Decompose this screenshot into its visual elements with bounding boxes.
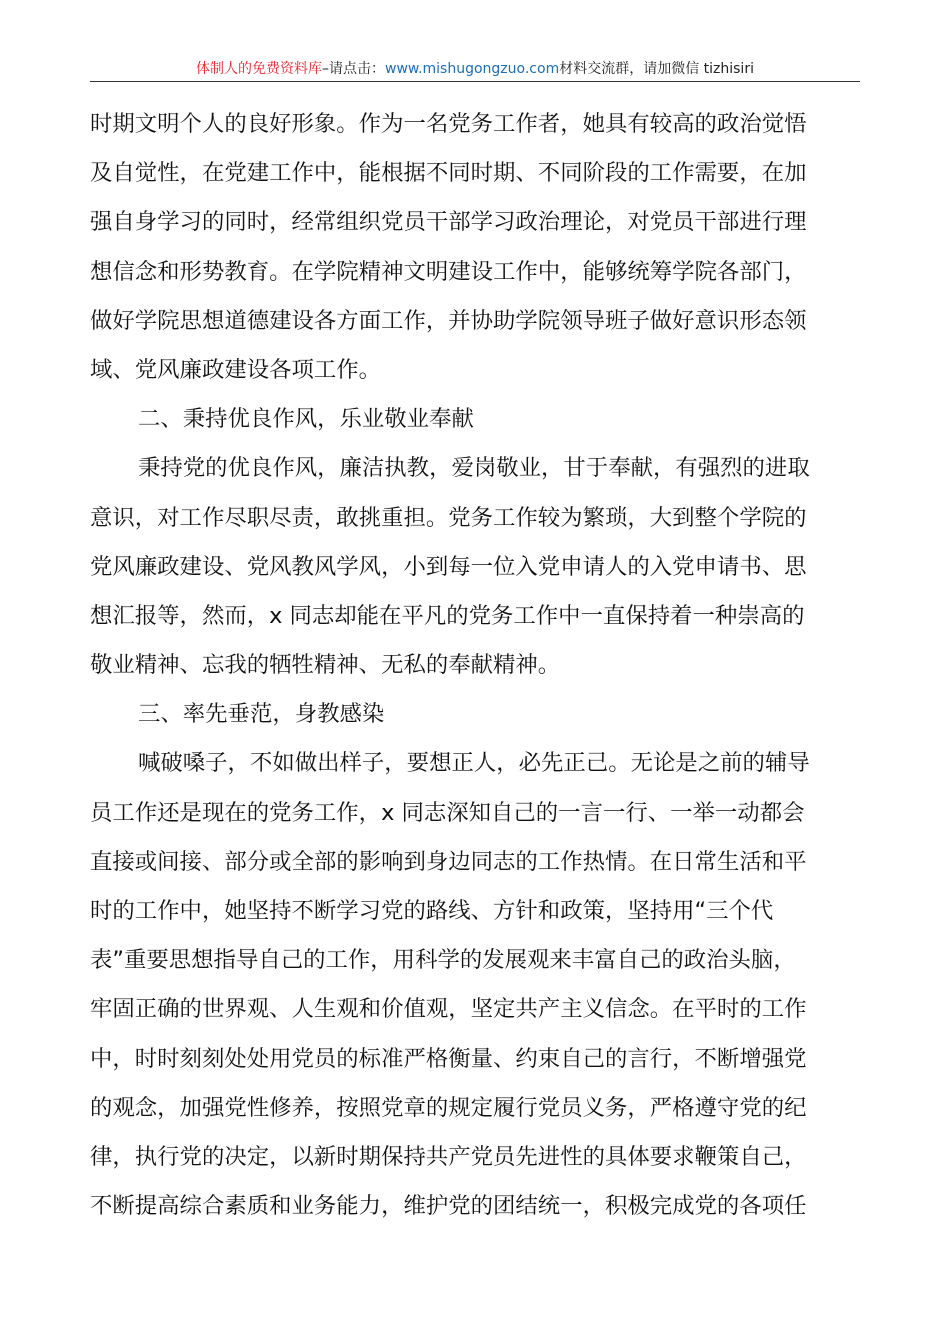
text-line: 及自觉性，在党建工作中，能根据不同时期、不同阶段的工作需要，在加: [90, 160, 807, 187]
text-line: 喊破嗓子，不如做出样子，要想正人，必先正己。无论是之前的辅导: [138, 750, 810, 777]
text-line: 的观念，加强党性修养，按照党章的规定履行党员义务，严格遵守党的纪: [90, 1094, 807, 1121]
text-line: 想汇报等，然而，x 同志却能在平凡的党务工作中一直保持着一种崇高的: [90, 602, 805, 629]
text-line: 时期文明个人的良好形象。作为一名党务工作者，她具有较高的政治觉悟: [90, 111, 807, 137]
header-prompt: –请点击：: [322, 61, 386, 77]
header-website-link[interactable]: www.mishugongzuo.com: [385, 61, 560, 77]
page-header: [90, 58, 860, 80]
text-line: 做好学院思想道德建设各方面工作，并协助学院领导班子做好意识形态领: [90, 307, 807, 334]
text-line: 直接或间接、部分或全部的影响到身边同志的工作热情。在日常生活和平: [90, 848, 807, 875]
header-divider: [90, 81, 860, 82]
text-line: 员工作还是现在的党务工作，x 同志深知自己的一言一行、一举一动都会: [90, 799, 805, 826]
text-line: 牢固正确的世界观、人生观和价值观，坚定共产主义信念。在平时的工作: [90, 996, 807, 1023]
text-line: 表”重要思想指导自己的工作，用科学的发展观来丰富自己的政治头脑，: [90, 947, 796, 974]
document-body: [90, 100, 860, 1231]
text-line: 秉持党的优良作风，廉洁执教，爱岗敬业，甘于奉献，有强烈的进取: [138, 455, 810, 482]
text-line: 党风廉政建设、党风教风学风，小到每一位入党申请人的入党申请书、思: [90, 553, 807, 580]
text-line: 想信念和形势教育。在学院精神文明建设工作中，能够统筹学院各部门，: [90, 258, 807, 285]
text-line: 敬业精神、忘我的牺牲精神、无私的奉献精神。: [90, 652, 561, 679]
header-wechat-note: 材料交流群，请加微信 tizhisiri: [559, 61, 754, 77]
text-line: 中，时时刻刻处处用党员的标准严格衡量、约束自己的言行，不断增强党: [90, 1045, 807, 1072]
text-line: 不断提高综合素质和业务能力，维护党的团结统一，积极完成党的各项任: [90, 1193, 807, 1220]
text-line: 意识，对工作尽职尽责，敢挑重担。党务工作较为繁琐，大到整个学院的: [90, 504, 807, 531]
section-heading: 三、率先垂范，身教感染: [138, 701, 385, 728]
text-line: 域、党风廉政建设各项工作。: [90, 356, 382, 383]
header-brand: 体制人的免费资料库: [196, 61, 323, 77]
text-line: 强自身学习的同时，经常组织党员干部学习政治理论，对党员干部进行理: [90, 209, 807, 236]
text-line: 时的工作中，她坚持不断学习党的路线、方针和政策，坚持用“三个代: [90, 898, 774, 924]
section-heading: 二、秉持优良作风，乐业敬业奉献: [138, 406, 474, 433]
text-line: 律，执行党的决定，以新时期保持共产党员先进性的具体要求鞭策自己，: [90, 1143, 807, 1170]
